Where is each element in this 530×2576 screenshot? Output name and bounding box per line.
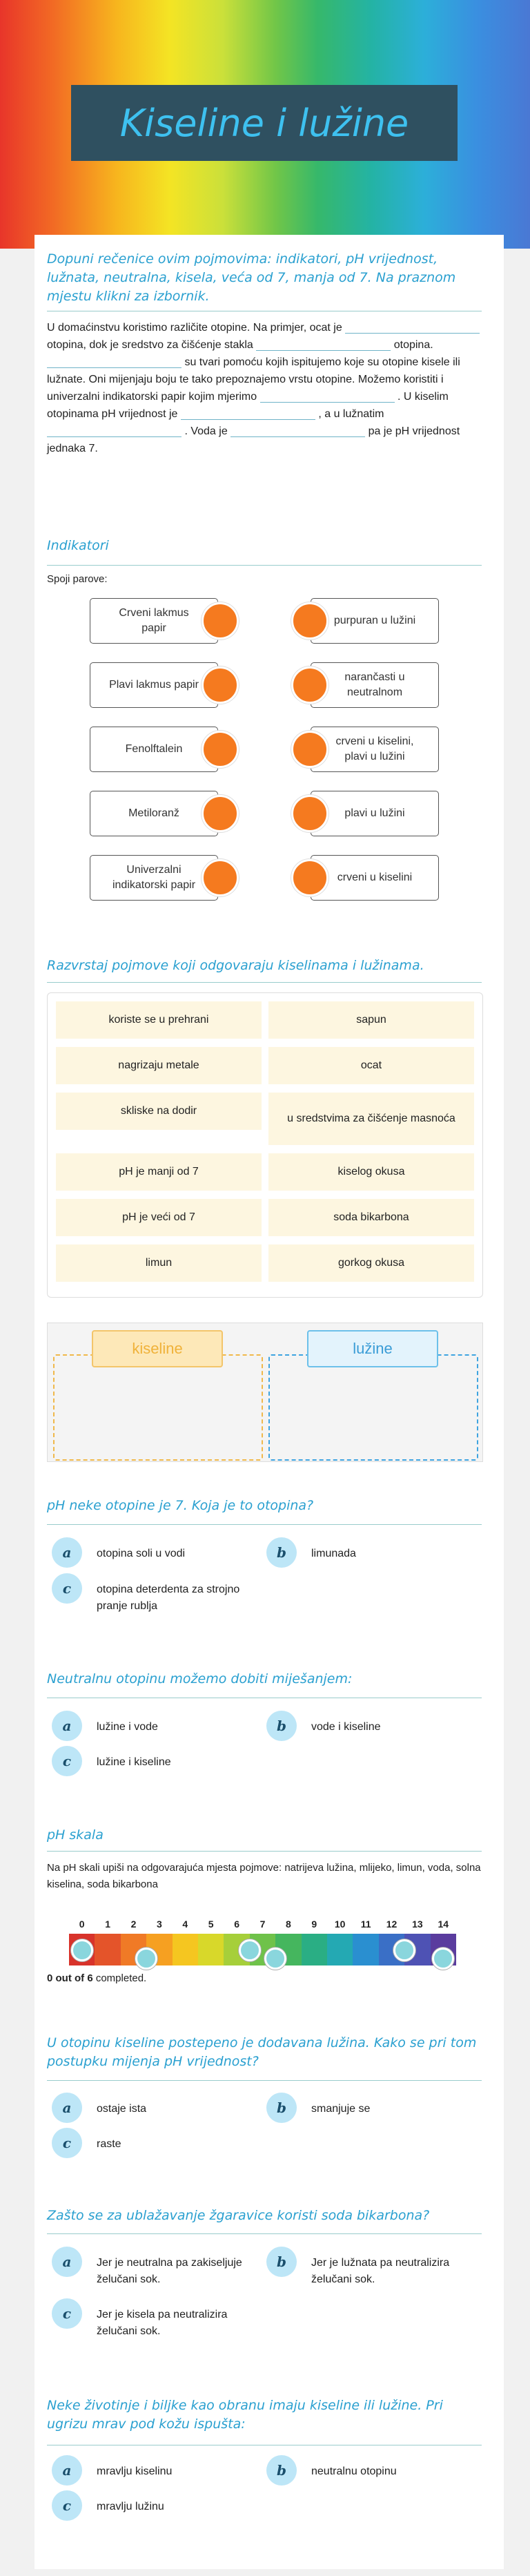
q7-heading: U otopinu kiseline postepeno je dodavana lužina. Kako se pri tom postupku mijenja pH vrijednost?	[47, 2035, 477, 2069]
option-a[interactable]	[52, 2247, 255, 2288]
ph-scale-number: 2	[130, 1919, 137, 1930]
option-badge: a	[52, 2093, 82, 2123]
ph-scale-number: 3	[156, 1919, 162, 1930]
option-text: lužine i kiseline	[97, 1756, 171, 1768]
text-segment: pa je pH vrijednost jednaka 7.	[47, 425, 460, 454]
progress-label: completed.	[92, 1972, 147, 1984]
option-badge: b	[266, 2247, 297, 2277]
match-left-item[interactable]: Fenolftalein	[90, 727, 218, 772]
ph-scale-number: 4	[182, 1919, 188, 1930]
match-left-item[interactable]: Metiloranž	[90, 791, 218, 836]
divider	[47, 1524, 482, 1525]
ph-drop-target[interactable]	[135, 1948, 157, 1970]
divider	[47, 2233, 482, 2234]
q6-heading: pH skala	[47, 1827, 104, 1843]
q2-heading: Indikatori	[47, 538, 109, 553]
option-badge: b	[266, 2455, 297, 2486]
ph-scale-segment	[173, 1934, 198, 1965]
option-badge: a	[52, 2247, 82, 2277]
ph-drop-target[interactable]	[71, 1939, 93, 1961]
option-badge: a	[52, 1711, 82, 1741]
bin-luzine[interactable]	[268, 1354, 478, 1461]
blank-dropdown-7[interactable]	[230, 425, 365, 437]
fill-in-text	[47, 319, 482, 457]
match-right-item[interactable]: purpuran u lužini	[311, 598, 439, 644]
option-badge: c	[52, 2128, 82, 2158]
sort-bins	[47, 1323, 483, 1462]
ph-scale-number: 12	[386, 1919, 398, 1930]
option-badge: c	[52, 2298, 82, 2329]
option-text: Jer je lužnata pa neutralizira želučani sok.	[311, 2257, 450, 2285]
blank-dropdown-6[interactable]	[47, 425, 181, 437]
option-text: vode i kiseline	[311, 1721, 381, 1733]
option-a[interactable]	[52, 2455, 255, 2486]
sort-chip[interactable]: kiselog okusa	[268, 1153, 474, 1191]
ph-scale-number: 1	[105, 1919, 110, 1930]
option-badge: b	[266, 1537, 297, 1568]
blank-dropdown-3[interactable]	[47, 356, 181, 368]
q1-heading: Dopuni rečenice ovim pojmovima: indikatori, pH vrijednost, lužnata, neutralna, kisela, veća od 7, manja od 7. Na praznom mjestu klikni za izbornik.	[47, 251, 456, 304]
ph-scale-number: 14	[438, 1919, 449, 1930]
divider	[47, 1851, 482, 1852]
connector-dot-right[interactable]	[291, 795, 328, 832]
page-title: Kiseline i lužine	[119, 101, 409, 145]
text-segment: su tvari pomoću kojih ispitujemo koje su otopine kisele ili lužnate. Oni mijenjaju boju te tako prepoznajemo vrstu otopine. Možemo koristiti i univerzalni indikatorski papir kojim mjerimo	[47, 356, 460, 403]
option-badge: c	[52, 2490, 82, 2521]
q8-heading: Zašto se za ublažavanje žgaravice koristi soda bikarbona?	[47, 2208, 430, 2223]
sort-chip[interactable]: ocat	[268, 1047, 474, 1084]
match-right-item[interactable]: plavi u lužini	[311, 791, 439, 836]
text-segment: . Voda je	[184, 425, 228, 437]
sort-chip[interactable]: sapun	[268, 1001, 474, 1039]
ph-scale-segment	[327, 1934, 353, 1965]
sort-chip[interactable]: pH je manji od 7	[56, 1153, 262, 1191]
option-text: neutralnu otopinu	[311, 2466, 397, 2477]
title-box	[71, 85, 458, 161]
q6-instruction: Na pH skali upiši na odgovarajuća mjesta pojmove: natrijeva lužina, mlijeko, limun, voda, solna kiselina, soda bikarbona	[47, 1862, 481, 1890]
sort-items-area	[47, 992, 483, 1298]
option-c[interactable]	[52, 1746, 255, 1776]
progress-text	[47, 1972, 482, 1984]
bin-label-luzine: lužine	[307, 1330, 438, 1367]
divider	[47, 565, 482, 566]
sort-chip[interactable]: koriste se u prehrani	[56, 1001, 262, 1039]
divider	[47, 982, 482, 983]
ph-scale-number: 6	[234, 1919, 239, 1930]
connector-dot-right[interactable]	[291, 666, 328, 704]
match-right-item[interactable]: narančasti u neutralnom	[311, 662, 439, 708]
progress-count: 0 out of 6	[47, 1972, 93, 1984]
option-badge: c	[52, 1746, 82, 1776]
option-c[interactable]	[52, 2490, 255, 2521]
ph-scale-segment	[302, 1934, 327, 1965]
sort-chip[interactable]: limun	[56, 1244, 262, 1282]
ph-scale-number: 7	[259, 1919, 266, 1930]
sort-chip[interactable]: soda bikarbona	[268, 1199, 474, 1236]
connector-dot-right[interactable]	[291, 731, 328, 768]
text-segment: otopina, dok je sredstvo za čišćenje stakla	[47, 339, 253, 351]
ph-scale-number: 8	[285, 1919, 291, 1930]
ph-drop-target[interactable]	[393, 1939, 415, 1961]
option-text: raste	[97, 2138, 121, 2150]
q3-heading: Razvrstaj pojmove koji odgovaraju kiselinama i lužinama.	[47, 958, 424, 973]
option-text: limunada	[311, 1548, 356, 1559]
connector-dot-left[interactable]	[202, 731, 239, 768]
text-segment: . U kiselim otopinama pH vrijednost je	[47, 391, 449, 420]
option-a[interactable]	[52, 1537, 255, 1568]
text-segment: otopina.	[393, 339, 433, 351]
option-badge: c	[52, 1573, 82, 1604]
option-text: smanjuje se	[311, 2103, 371, 2115]
option-badge: b	[266, 1711, 297, 1741]
ph-scale-segment	[353, 1934, 378, 1965]
option-text: ostaje ista	[97, 2103, 147, 2115]
match-left-item[interactable]: Crveni lakmus papir	[90, 598, 218, 644]
ph-scale-segment	[198, 1934, 224, 1965]
q5-heading: Neutralnu otopinu možemo dobiti miješanjem:	[47, 1671, 353, 1686]
ph-scale-number: 0	[79, 1919, 85, 1930]
sort-chip[interactable]: gorkog okusa	[268, 1244, 474, 1282]
ph-drop-target[interactable]	[239, 1939, 261, 1961]
option-b[interactable]	[266, 1537, 470, 1568]
ph-scale-number: 13	[412, 1919, 423, 1930]
sort-chip[interactable]: nagrizaju metale	[56, 1047, 262, 1084]
option-badge: a	[52, 1537, 82, 1568]
match-left-item[interactable]: Plavi lakmus papir	[90, 662, 218, 708]
blank-dropdown-2[interactable]	[256, 339, 391, 351]
ph-drop-target[interactable]	[264, 1948, 286, 1970]
option-c[interactable]	[52, 1573, 255, 1615]
ph-scale-number: 9	[311, 1919, 317, 1930]
sort-chip[interactable]: skliske na dodir	[56, 1093, 262, 1130]
q9-heading: Neke životinje i biljke kao obranu imaju kiseline ili lužine. Pri ugrizu mrav pod kožu ispušta:	[47, 2398, 443, 2432]
option-b[interactable]	[266, 2093, 470, 2123]
blank-dropdown-1[interactable]	[345, 322, 480, 334]
option-b[interactable]	[266, 2455, 470, 2486]
option-c[interactable]	[52, 2298, 255, 2340]
ph-scale-number: 10	[334, 1919, 346, 1930]
connector-dot-right[interactable]	[291, 602, 328, 640]
option-text: otopina soli u vodi	[97, 1548, 186, 1559]
option-b[interactable]	[266, 2247, 470, 2288]
text-segment: U domaćinstvu koristimo različite otopine. Na primjer, ocat je	[47, 322, 342, 334]
option-a[interactable]	[52, 1711, 255, 1741]
ph-scale-segment	[95, 1934, 120, 1965]
option-text: mravlju lužinu	[97, 2501, 164, 2512]
q2-instruction: Spoji parove:	[47, 573, 108, 585]
connector-dot-left[interactable]	[202, 795, 239, 832]
blank-dropdown-5[interactable]	[181, 408, 315, 420]
option-text: Jer je kisela pa neutralizira želučani sok.	[97, 2309, 228, 2337]
connector-dot-left[interactable]	[202, 859, 239, 896]
sort-chip[interactable]: u sredstvima za čišćenje masnoća	[268, 1093, 474, 1145]
connector-dot-left[interactable]	[202, 666, 239, 704]
option-text: Jer je neutralna pa zakiseljuje želučani sok.	[97, 2257, 242, 2285]
divider	[47, 2080, 482, 2081]
match-left-item[interactable]: Univerzalni indikatorski papir	[90, 855, 218, 901]
ph-scale-number: 11	[360, 1919, 371, 1930]
ph-scale-number: 5	[208, 1919, 214, 1930]
option-badge: a	[52, 2455, 82, 2486]
match-right-item[interactable]: crveni u kiselini, plavi u lužini	[311, 727, 439, 772]
match-right-item[interactable]: crveni u kiselini	[311, 855, 439, 901]
connector-dot-right[interactable]	[291, 859, 328, 896]
sort-chip[interactable]: pH je veći od 7	[56, 1199, 262, 1236]
bin-label-kiseline: kiseline	[92, 1330, 223, 1367]
option-c[interactable]	[52, 2128, 255, 2158]
option-badge: b	[266, 2093, 297, 2123]
option-text: otopina deterdenta za strojno pranje rublja	[97, 1584, 240, 1612]
connector-dot-left[interactable]	[202, 602, 239, 640]
option-text: mravlju kiselinu	[97, 2466, 173, 2477]
option-text: lužine i vode	[97, 1721, 158, 1733]
text-segment: , a u lužnatim	[318, 408, 384, 420]
option-b[interactable]	[266, 1711, 470, 1741]
option-a[interactable]	[52, 2093, 255, 2123]
blank-dropdown-4[interactable]	[260, 391, 395, 403]
bin-kiseline[interactable]	[53, 1354, 263, 1461]
q4-heading: pH neke otopine je 7. Koja je to otopina?	[47, 1498, 314, 1513]
